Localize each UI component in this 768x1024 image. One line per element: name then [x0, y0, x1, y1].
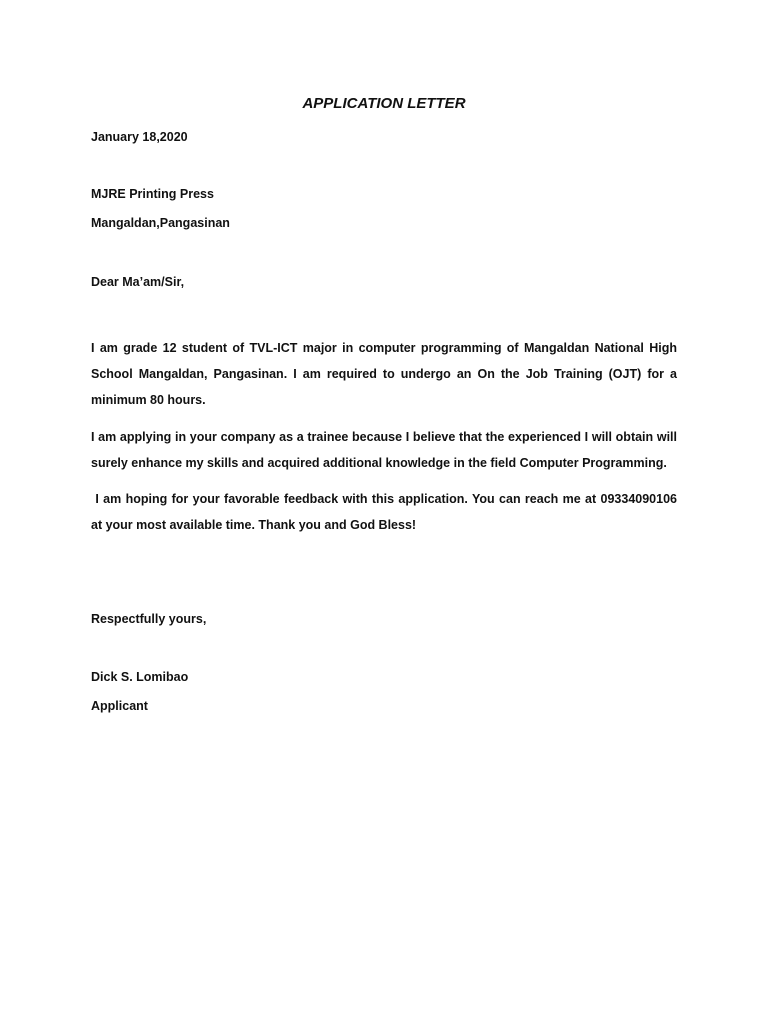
signer-name: Dick S. Lomibao	[91, 670, 189, 684]
body-paragraph-1: I am grade 12 student of TVL-ICT major in computer programming of Mangaldan National High School Mangaldan, Pangasinan. I am required to undergo an On the Job Training (OJT) for a minimum 80 hours.	[91, 341, 677, 407]
recipient-company: MJRE Printing Press	[91, 187, 214, 201]
closing: Respectfully yours,	[91, 612, 207, 626]
body-paragraph-3: I am hoping for your favorable feedback with this application. You can reach me at 09334090106 at your most available time. Thank you and God Bless!	[91, 492, 681, 532]
signer-role: Applicant	[91, 699, 148, 713]
letter-title: APPLICATION LETTER	[302, 95, 466, 112]
salutation: Dear Ma’am/Sir,	[91, 275, 185, 289]
recipient-address: Mangaldan,Pangasinan	[91, 216, 230, 230]
body-paragraph-2: I am applying in your company as a trainee because I believe that the experienced I will obtain will surely enhance my skills and acquired additional knowledge in the field Computer Programming.	[91, 430, 677, 470]
letter-date: January 18,2020	[91, 130, 188, 144]
